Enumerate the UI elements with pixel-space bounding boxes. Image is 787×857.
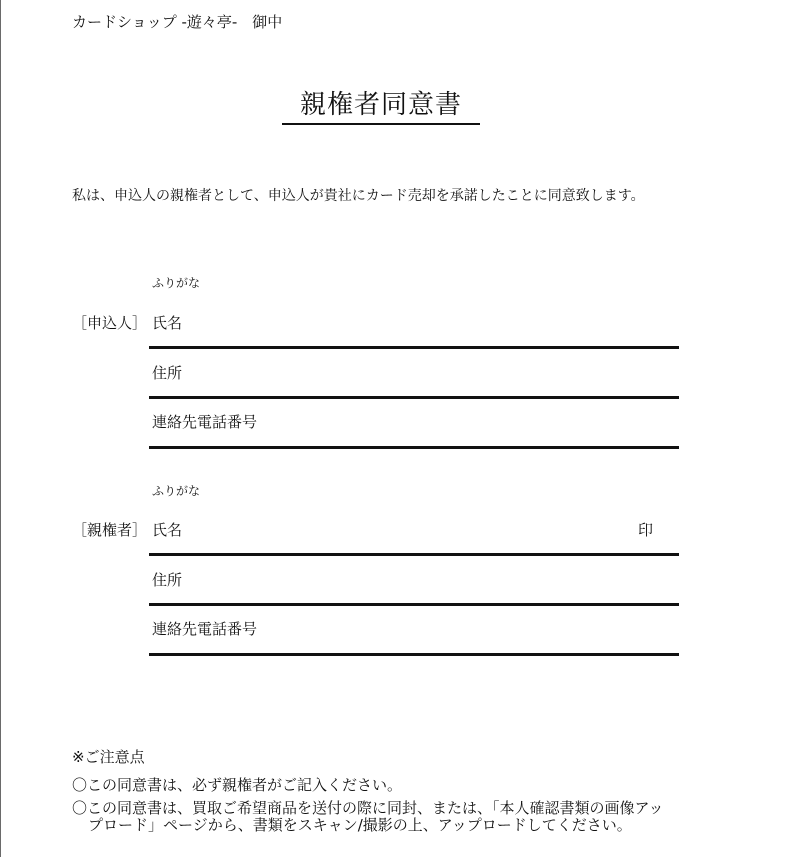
applicant-furigana-label: ふりがな [152,276,201,290]
applicant-phone-line [149,446,679,449]
note-text: 〇この同意書は、買取ご希望商品を送付の際に同封、または、「本人確認書類の画像アップロード」ページから、書類をスキャン/撮影の上、アップロードしてください。 [72,799,664,834]
guardian-name-line [149,553,679,556]
applicant-phone-label: 連絡先電話番号 [152,413,258,431]
applicant-name-label: 氏名 [152,314,183,332]
guardian-phone-line [149,653,679,656]
applicant-name-line [149,346,679,349]
applicant-address-label: 住所 [152,364,183,382]
note-item [72,777,672,794]
document-title: 親権者同意書 [299,90,462,120]
applicant-section-label: ［申込人］ [72,314,148,332]
guardian-address-line [149,603,679,606]
guardian-section-label: ［親権者］ [72,521,148,539]
page-left-border [0,0,1,857]
seal-label: 印 [638,521,654,539]
applicant-address-line [149,396,679,399]
guardian-address-label: 住所 [152,571,183,589]
guardian-phone-label: 連絡先電話番号 [152,620,258,638]
notes-heading: ※ご注意点 [72,748,145,766]
guardian-furigana-label: ふりがな [152,484,201,498]
guardian-name-label: 氏名 [152,521,183,539]
addressee: カードショップ -遊々亭- 御中 [72,13,283,31]
note-item [72,800,672,834]
title-underline [282,123,480,125]
consent-statement: 私は、申込人の親権者として、申込人が貴社にカード売却を承諾したことに同意致します。 [72,188,645,204]
note-text: 〇この同意書は、必ず親権者がご記入ください。 [72,776,403,794]
